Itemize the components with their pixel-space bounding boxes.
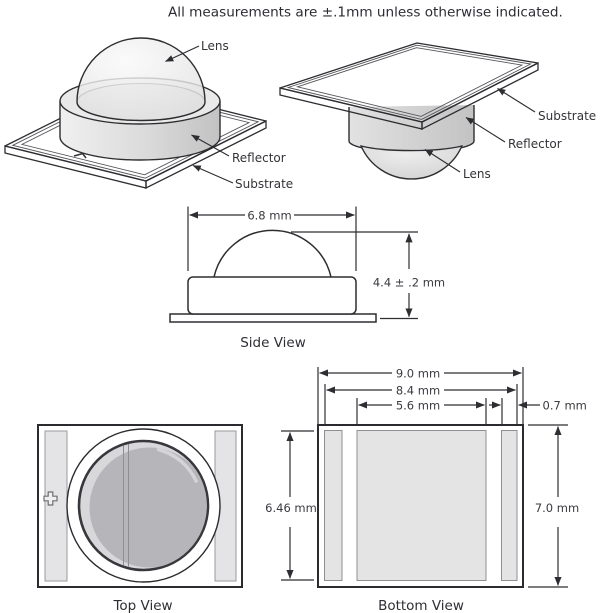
reflector-profile: [188, 277, 356, 314]
lens-dome: [361, 146, 462, 179]
top-view: [38, 425, 242, 613]
left-pad: [325, 431, 343, 581]
substrate-profile: [170, 314, 376, 322]
inner-height-text: 6.46 mm: [265, 501, 317, 515]
pad-width-text: 0.7 mm: [542, 398, 587, 413]
right-pad: [502, 431, 518, 581]
side-view: [170, 207, 445, 352]
side-view-caption: Side View: [240, 335, 306, 351]
center-width-dimension: [357, 398, 502, 424]
lens-dome-profile: [214, 230, 331, 277]
reflector-label: Reflector: [232, 151, 286, 165]
overall-width-text: 9.0 mm: [395, 366, 441, 381]
overall-height-text: 7.0 mm: [534, 501, 580, 515]
reflector-label: Reflector: [508, 137, 562, 151]
center-width-text: 5.6 mm: [395, 398, 441, 413]
overall-height-dimension: [528, 425, 579, 587]
substrate-label: Substrate: [538, 109, 597, 123]
inner-width-text: 8.4 mm: [395, 383, 441, 398]
bottom-view-caption: Bottom View: [378, 598, 464, 613]
substrate-plate: [280, 43, 538, 129]
height-dim-text: 4.4 ± .2 mm: [372, 275, 446, 290]
perspective-view-lens-up: [5, 38, 293, 191]
substrate-leader-line: [498, 89, 536, 113]
substrate-leader-line: [193, 166, 233, 184]
lens-dome: [77, 38, 205, 121]
perspective-view-lens-down: [280, 43, 596, 181]
left-pad: [45, 431, 67, 581]
substrate-label: Substrate: [235, 177, 294, 191]
pad-width-dimension: [489, 399, 587, 413]
lens-label: Lens: [463, 167, 491, 181]
width-dim-text: 6.8 mm: [247, 208, 292, 223]
width-dimension: [188, 207, 356, 272]
top-view-caption: Top View: [113, 598, 173, 613]
inner-height-dimension: [265, 431, 317, 580]
page-title: All measurements are ±.1mm unless otherwise indicated.: [168, 4, 563, 21]
bottom-view: [265, 367, 587, 613]
lens-label: Lens: [201, 39, 229, 53]
center-pad: [357, 431, 486, 581]
